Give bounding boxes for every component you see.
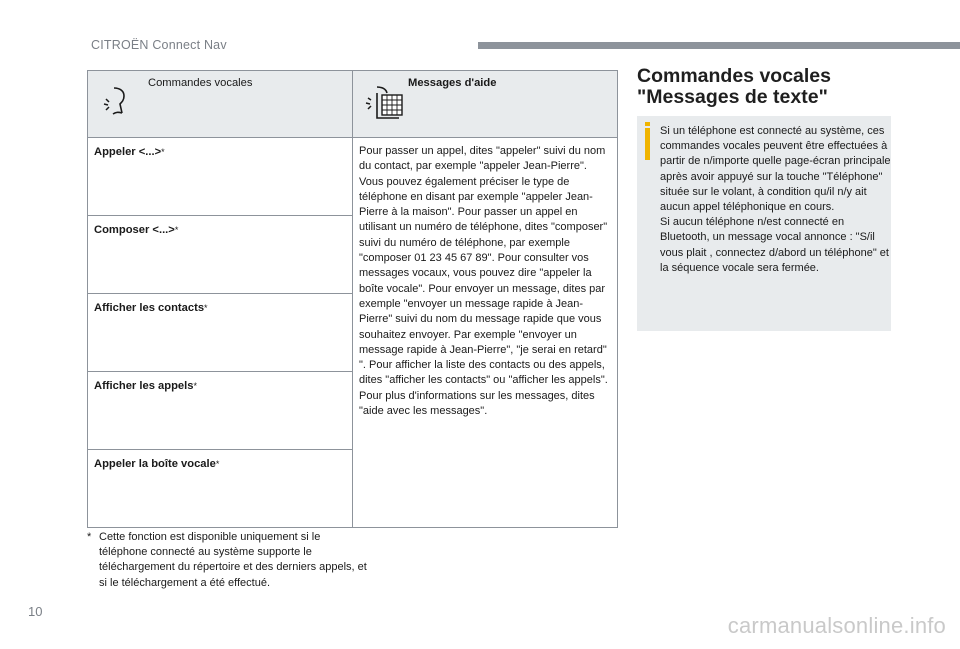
footnote-star: *: [87, 531, 92, 543]
section-title-line1: Commandes vocales: [637, 65, 832, 87]
command-label: Composer <...>: [94, 224, 175, 236]
info-icon: [645, 122, 650, 126]
info-paragraph: Si aucun téléphone n/est connecté en Bluetooth, un message vocal annonce : "S/il vous plait , connectez d/abord un téléphone" et la séquence vocale sera fermée.: [660, 216, 889, 274]
running-header-title: CITROËN Connect Nav: [91, 38, 227, 52]
column-header-help: [353, 71, 618, 138]
command-label: Appeler <...>: [94, 146, 162, 158]
footnote-star: *: [204, 303, 208, 313]
info-text: [660, 124, 892, 276]
column-header-commands: [88, 71, 353, 138]
info-box: [637, 116, 891, 331]
footnote-text: Cette fonction est disponible uniquement si le téléphone connecté au système supporte le téléchargement du répertoire et des derniers appels, et si le téléchargement a été effectué.: [99, 531, 367, 589]
footnote-star: *: [161, 147, 165, 157]
info-icon-bar: [645, 128, 650, 160]
watermark: carmanualsonline.info: [727, 613, 946, 638]
help-text: Pour passer un appel, dites "appeler" suivi du nom du contact, par exemple "appeler Jean-Pierre". Vous pouvez également préciser le type de téléphone en disant par exemple "appeler Jean-Pierre à la maison". Pour passer un appel en utilisant un numéro de téléphone, dites "composer" suivi du numéro de téléphone, par exemple "composer 01 23 45 67 89". Pour consulter vos messages vocaux, vous pouvez dire "appeler la boîte vocale". Pour envoyer un message, dites par exemple "envoyer un message rapide à Jean-Pierre" suivi du nom du message rapide que vous souhaitez envoyer. Par exemple "envoyer un message rapide à Jean-Pierre", "je serai en retard" ". Pour afficher la liste des contacts ou des appels, dites "afficher les contacts" ou "afficher les appels". Pour plus d'informations sur les messages, dites "aide avec les messages".: [359, 145, 608, 418]
footnote: [87, 530, 369, 591]
command-cell: [88, 138, 353, 216]
page-number: 10: [28, 604, 43, 619]
voice-help-icon: [365, 85, 407, 121]
command-label: Afficher les appels: [94, 380, 194, 392]
command-cell: [88, 450, 353, 528]
command-cell: [88, 372, 353, 450]
command-label: Afficher les contacts: [94, 302, 205, 314]
command-cell: [88, 216, 353, 294]
command-label: Appeler la boîte vocale: [94, 458, 216, 470]
command-cell: [88, 294, 353, 372]
footnote-star: *: [174, 225, 179, 235]
section-title-line2: "Messages de texte": [637, 86, 828, 108]
voice-commands-table: [87, 70, 618, 528]
help-text-cell: [353, 138, 618, 528]
section-title: [637, 66, 917, 108]
footnote-star: *: [215, 459, 220, 469]
help-header-label: Messages d'aide: [408, 77, 497, 89]
footnote-star: *: [193, 381, 197, 391]
header-bar: [478, 42, 960, 49]
commands-header-label: Commandes vocales: [148, 77, 253, 89]
info-paragraph: Si un téléphone est connecté au système, ces commandes vocales peuvent être effectuées à partir de n/importe quelle page-écran principale après avoir appuyé sur la touche "Téléphone" située sur le volant, à condition qu/il n/y ait aucun appel téléphonique en cours.: [660, 125, 891, 214]
voice-command-icon: [100, 85, 134, 117]
